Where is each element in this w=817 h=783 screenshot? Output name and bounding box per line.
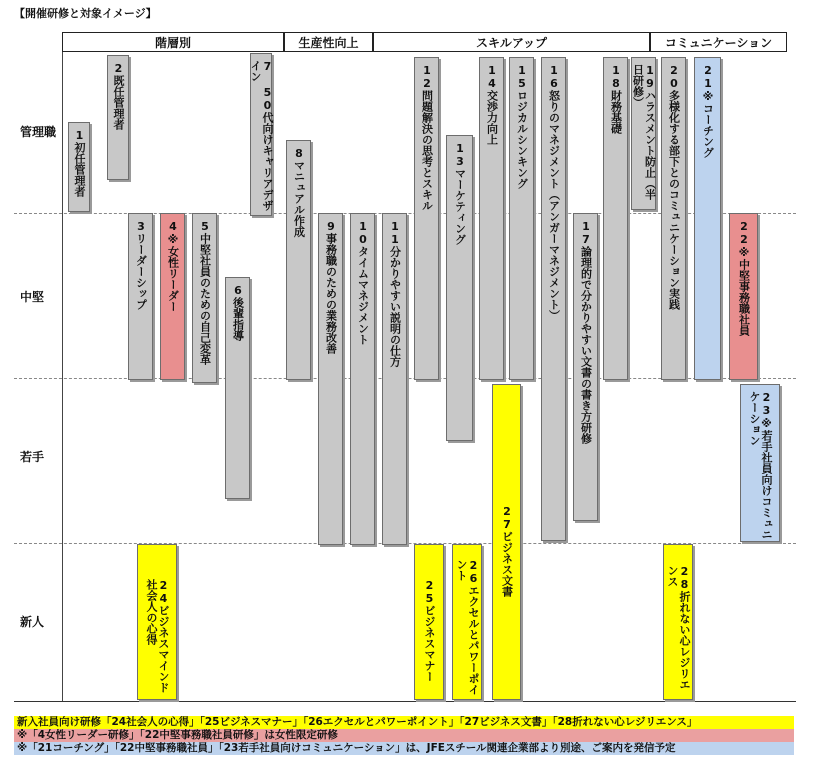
training-label: 24ビジネスマインド社会人の心得 (145, 579, 170, 693)
training-label: 25ビジネスマナー (423, 579, 436, 682)
training-label: 17論理的で分かりやすい文書の書き方研修 (579, 220, 593, 444)
category-header-productivity: 生産性向上 (284, 32, 373, 52)
training-bar-21 (694, 57, 721, 380)
training-bar-03 (128, 213, 153, 380)
training-bar-09 (318, 213, 343, 545)
level-label-manager: 管理職 (20, 125, 57, 139)
training-label: 3リーダーシップ (134, 220, 148, 310)
training-label: 26エクセルとパワーポイント (455, 559, 480, 695)
frame-left-axis (62, 52, 63, 702)
training-bar-26 (452, 544, 482, 700)
training-label: 12問題解決の思考とスキル (420, 64, 434, 211)
training-bar-23 (740, 384, 780, 542)
training-label: 16怒りのマネジメント（アンガーマネジメント） (547, 64, 561, 321)
category-header-skill-up: スキルアップ (373, 32, 650, 52)
level-label-mid-level: 中堅 (20, 290, 45, 304)
training-bar-24 (137, 544, 177, 700)
training-bar-17 (573, 213, 598, 521)
training-bar-13 (446, 135, 473, 441)
training-label: 13マーケティング (453, 142, 467, 245)
training-label: 18財務基礎 (609, 64, 623, 134)
level-label-new-hire: 新人 (20, 615, 45, 629)
training-label: 11分かりやすい説明の仕方 (388, 220, 402, 367)
training-bar-18 (603, 57, 628, 380)
training-label: 8マニュアル作成 (292, 147, 306, 237)
training-bar-02 (107, 55, 129, 180)
training-bar-28 (663, 544, 693, 700)
training-label: 4※女性リーダー (166, 220, 180, 312)
training-label: 9事務職のための業務改善 (324, 220, 338, 354)
training-bar-12 (414, 57, 439, 380)
training-label: 5中堅社員のための自己変革 (198, 220, 212, 365)
category-header-hierarchy: 階層別 (62, 32, 284, 52)
note-separate-announcement: ※「21コーチング」「22中堅事務職社員」「23若手社員向けコミュニケーション」は、JFEスチール関連企業部より別途、ご案内を発信予定 (14, 742, 794, 755)
frame-bottom-axis (14, 701, 796, 702)
training-label: 28折れない心レジリエンス (666, 565, 691, 690)
training-bar-27 (492, 384, 521, 700)
training-label: 1初任管理者 (73, 129, 86, 197)
training-label: 15ロジカルシンキング (515, 64, 529, 189)
training-bar-14 (479, 57, 504, 380)
category-header-communication: コミュニケーション (650, 32, 787, 52)
training-label: 7 50代向けキャリアデザイン (249, 60, 274, 211)
training-bar-15 (509, 57, 534, 380)
training-bar-05 (192, 213, 217, 383)
training-bar-06 (225, 277, 250, 499)
level-label-young: 若手 (20, 450, 45, 464)
training-label: 23※若手社員向けコミュニケーション (748, 391, 773, 540)
training-bar-11 (382, 213, 407, 545)
page-title: 【開催研修と対象イメージ】 (14, 7, 157, 20)
training-bar-08 (286, 140, 311, 380)
training-label: 14交渉力向上 (485, 64, 499, 145)
note-new-hire-trainings: 新入社員向け研修「24社会人の心得」「25ビジネスマナー」「26エクセルとパワーポイント」「27ビジネス文書」「28折れない心レジリエンス」 (14, 716, 794, 729)
training-label: 6後輩指導 (231, 284, 245, 341)
training-label: 21※コーチング (701, 64, 715, 158)
training-label: 22※中堅事務職社員 (737, 220, 751, 336)
training-label: 19ハラスメント防止（半日研修） (631, 64, 657, 200)
training-label: 20多様化する部下とのコミュニケーション実践 (667, 64, 681, 310)
training-bar-20 (661, 57, 686, 380)
training-bar-22 (729, 213, 758, 380)
training-label: 2既任管理者 (112, 62, 125, 130)
training-bar-10 (350, 213, 375, 545)
training-bar-07 (250, 53, 272, 216)
note-women-only: ※「4女性リーダー研修」「22中堅事務職社員研修」は女性限定研修 (14, 729, 794, 742)
training-label: 10タイムマネジメント (356, 220, 370, 345)
training-bar-25 (414, 544, 444, 700)
training-bar-16 (541, 57, 566, 541)
training-bar-04 (160, 213, 185, 380)
training-label: 27ビジネス文書 (500, 505, 514, 597)
training-bar-01 (68, 122, 90, 212)
training-bar-19 (631, 57, 656, 210)
